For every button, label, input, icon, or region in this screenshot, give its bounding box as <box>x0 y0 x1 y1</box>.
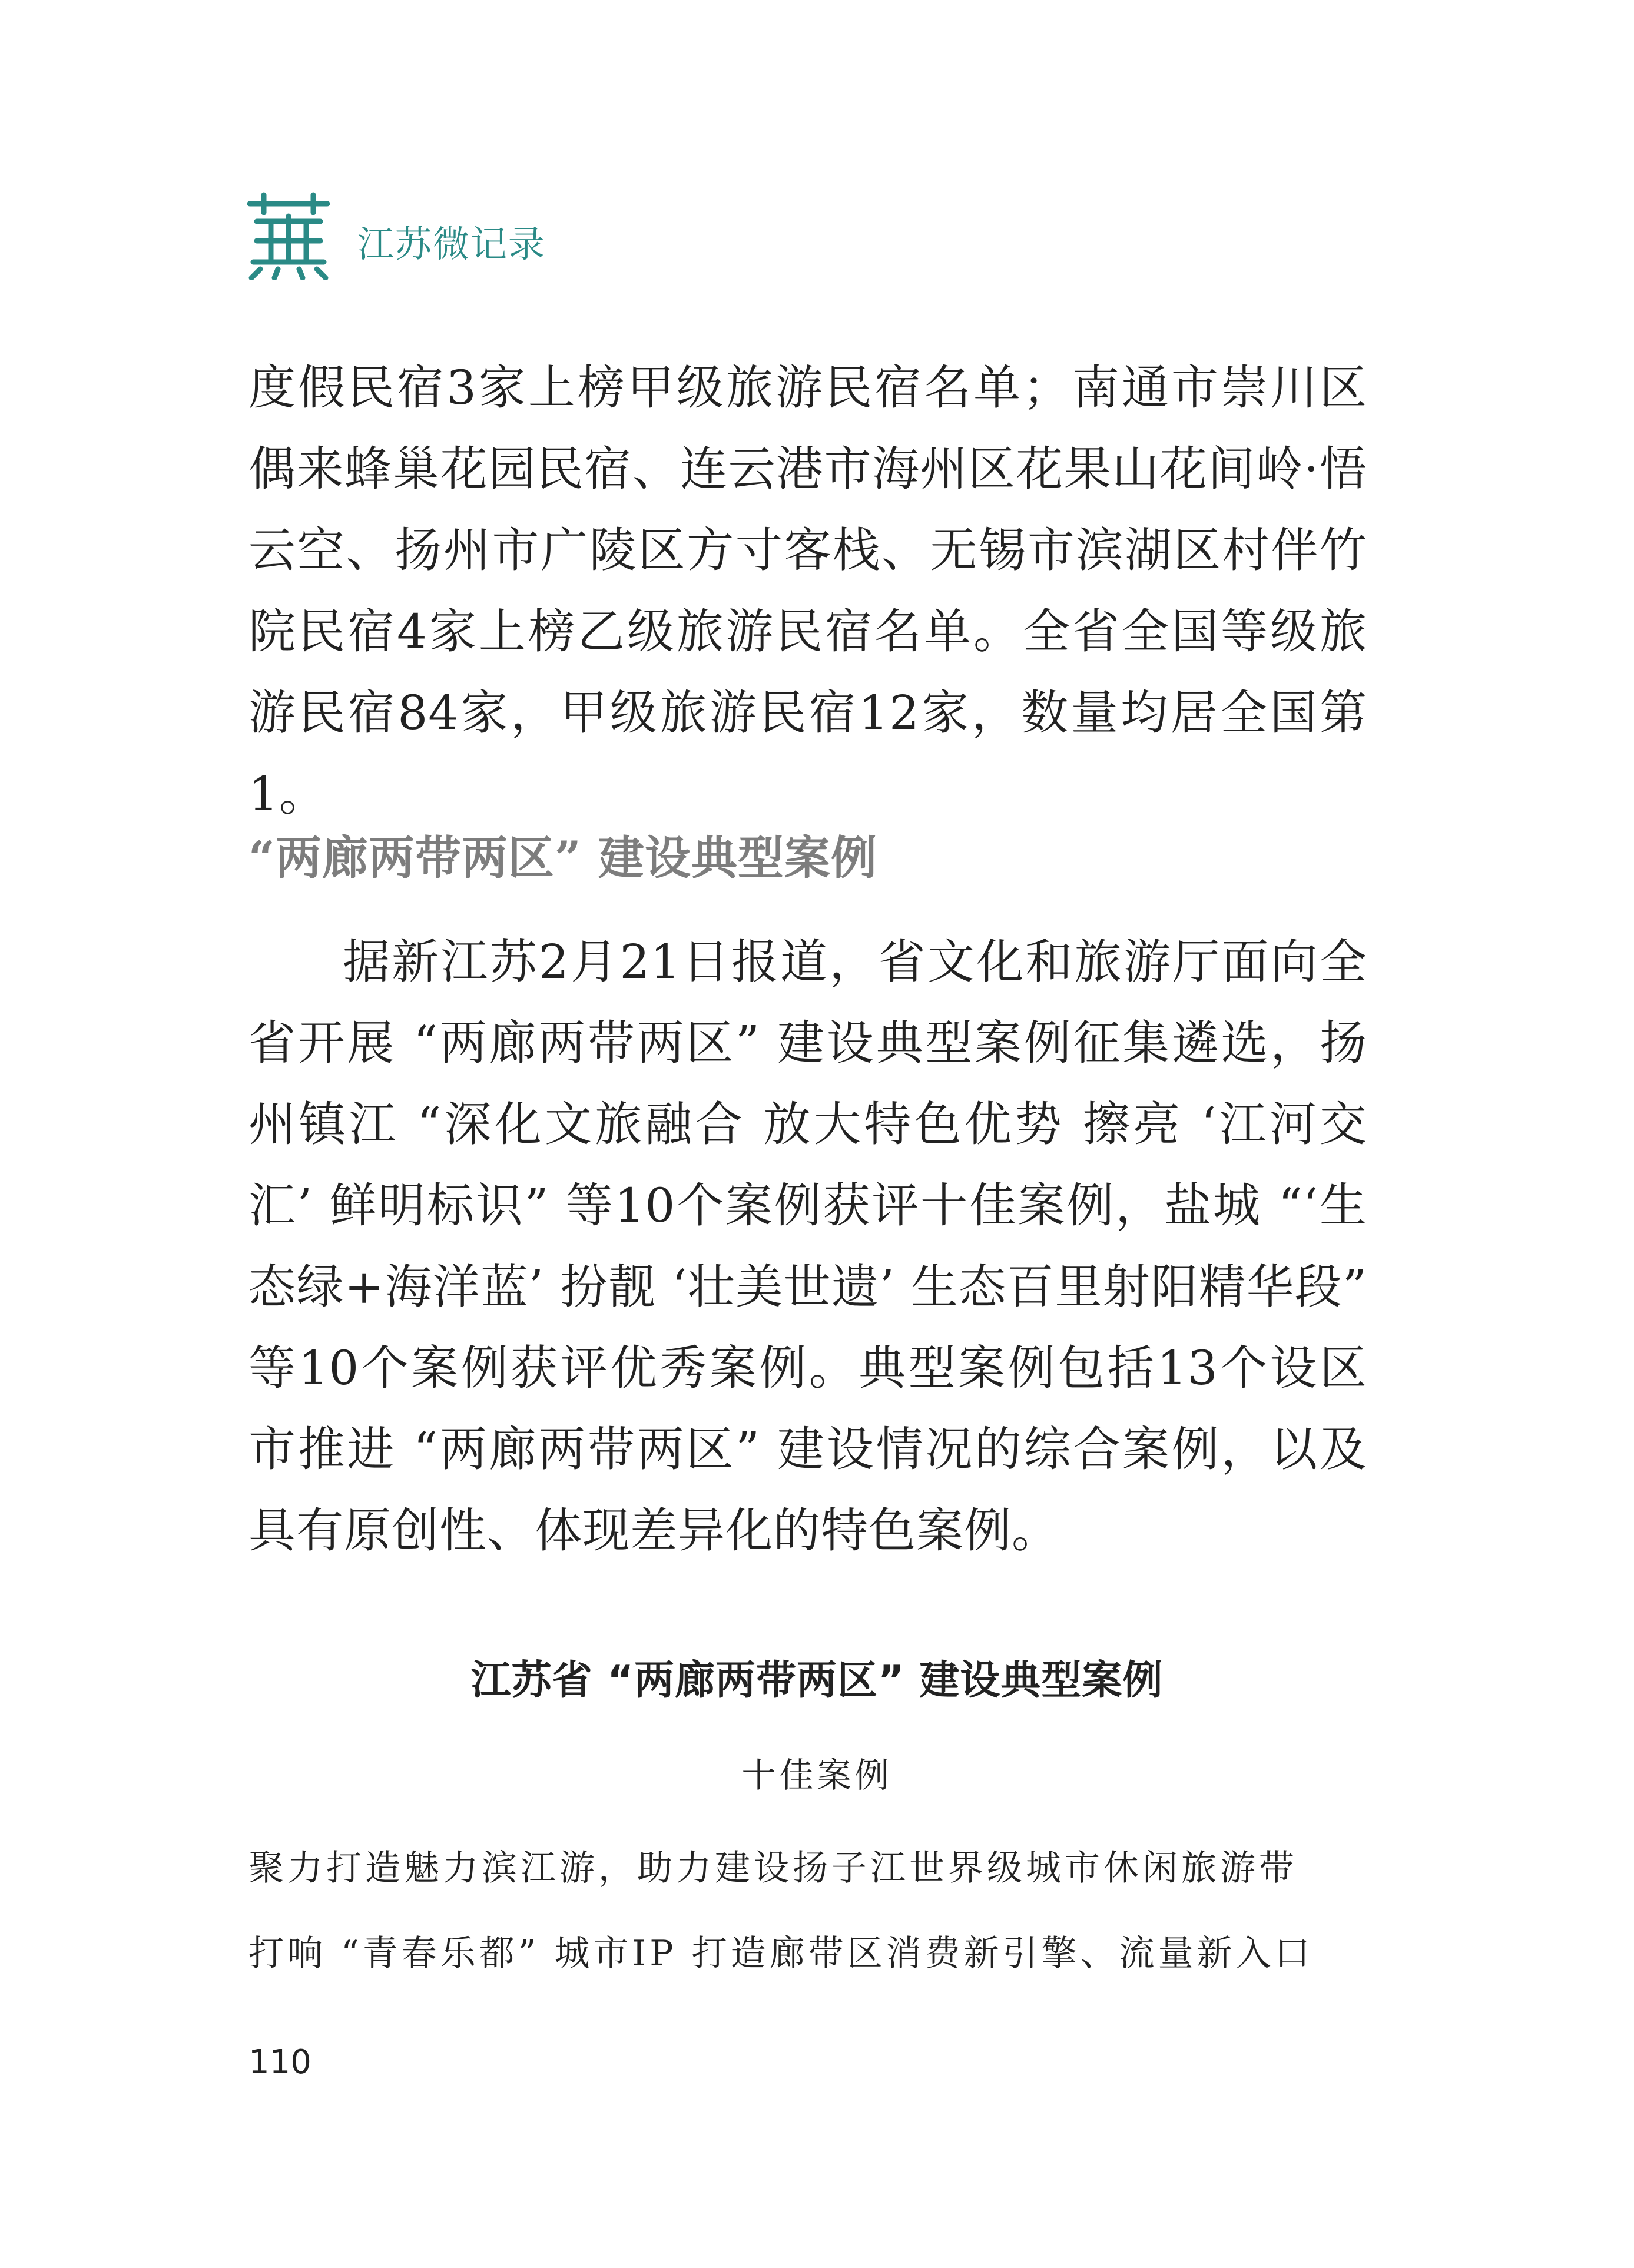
intro-text <box>248 347 1367 835</box>
intro-paragraph: 度假民宿3家上榜甲级旅游民宿名单；南通市崇川区偶来蜂巢花园民宿、连云港市海州区花果山花间岭·悟云空、扬州市广陵区方寸客栈、无锡市滨湖区村伴竹院民宿4家上榜乙级旅游民宿名单。全省全国等级旅游民宿84家，甲级旅游民宿12家，数量均居全国第1。 <box>248 360 1367 821</box>
cases-table-subtitle: 十佳案例 <box>741 1755 893 1795</box>
case-item: 聚力打造魅力滨江游，助力建设扬子江世界级城市休闲旅游带 <box>248 1848 1298 1889</box>
page-header <box>244 188 546 283</box>
section-text <box>248 921 1367 1571</box>
section-paragraph: 据新江苏2月21日报道，省文化和旅游厅面向全省开展 “两廊两带两区” 建设典型案例征集遴选，扬州镇江 “深化文旅融合 放大特色优势 擦亮 ‘江河交汇’ 鲜明标识” 等10个案例获评十佳案例，盐城 “‘生态绿+海洋蓝’ 扮靓 ‘壮美世遗’ 生态百里射阳精华段” 等10个案例获评优秀案例。典型案例包括13个设区市推进 “两廊两带两区” 建设情况的综合案例，以及具有原创性、体现差异化的特色案例。 <box>248 934 1367 1558</box>
cases-table-title: 江苏省 “两廊两带两区” 建设典型案例 <box>470 1657 1164 1704</box>
case-item: 打响 “青春乐都” 城市IP 打造廊带区消费新引擎、流量新入口 <box>248 1933 1314 1974</box>
page-number: 110 <box>248 2043 311 2081</box>
section-heading: “两廊两带两区” 建设典型案例 <box>248 831 877 885</box>
jiangsu-emblem-icon <box>244 191 333 280</box>
series-title: 江苏微记录 <box>357 222 546 266</box>
